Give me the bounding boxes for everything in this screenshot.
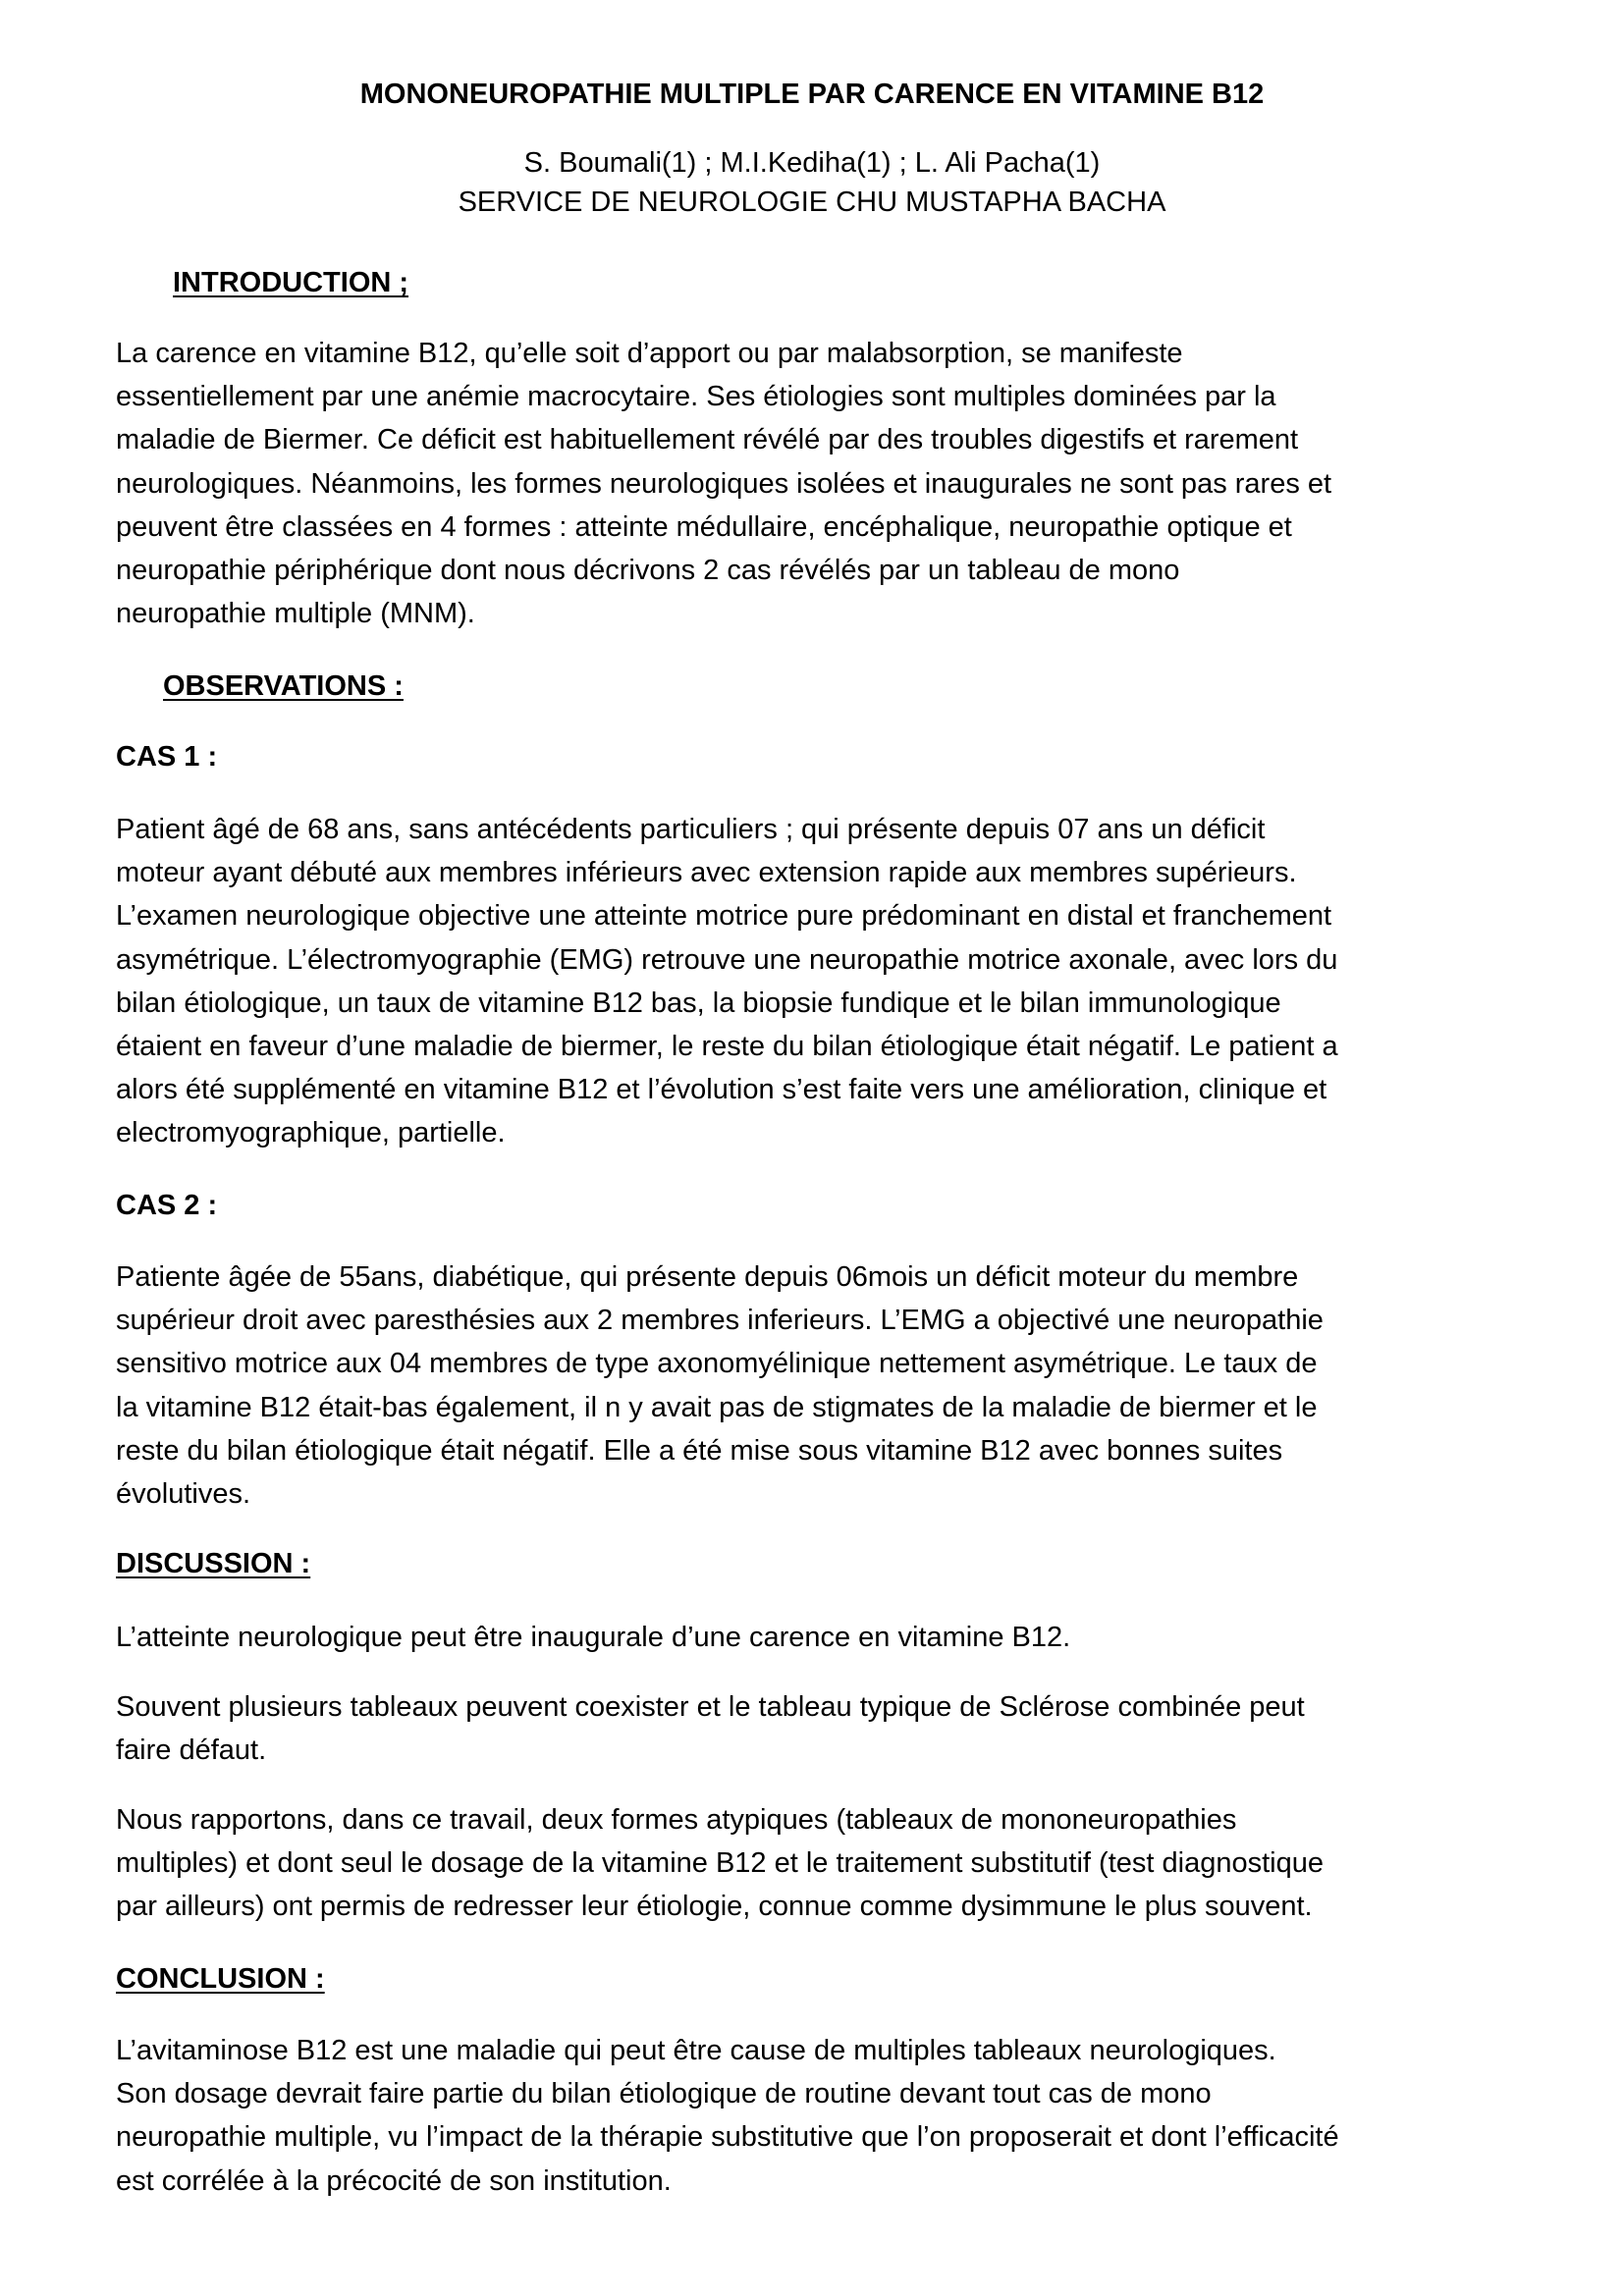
text-line: Son dosage devrait faire partie du bilan étiologique de routine devant tout cas de mono	[116, 2078, 1212, 2110]
text-line: évolutives.	[116, 1478, 251, 1511]
text-line: L’avitaminose B12 est une maladie qui peut être cause de multiples tableaux neurologiques.	[116, 2035, 1276, 2066]
text-line: par ailleurs) ont permis de redresser leur étiologie, connue comme dysimmune le plus souvent.	[116, 1891, 1313, 1923]
text-line: neuropathie multiple (MNM).	[116, 598, 475, 630]
text-line: L’atteinte neurologique peut être inaugurale d’une carence en vitamine B12.	[116, 1622, 1071, 1653]
text-line: Nous rapportons, dans ce travail, deux formes atypiques (tableaux de mononeuropathies	[116, 1804, 1237, 1836]
text-line: Souvent plusieurs tableaux peuvent coexister et le tableau typique de Sclérose combinée peut	[116, 1691, 1305, 1723]
text-line: essentiellement par une anémie macrocytaire. Ses étiologies sont multiples dominées par la	[116, 381, 1276, 413]
text-line: moteur ayant débuté aux membres inférieurs avec extension rapide aux membres supérieurs.	[116, 857, 1297, 889]
text-line: La carence en vitamine B12, qu’elle soit d’apport ou par malabsorption, se manifeste	[116, 338, 1183, 369]
conclusion-paragraph	[116, 2029, 1549, 2203]
observations-heading: OBSERVATIONS :	[163, 670, 404, 702]
discussion-paragraph-2	[116, 1685, 1549, 1772]
text-line: Patient âgé de 68 ans, sans antécédents particuliers ; qui présente depuis 07 ans un déficit	[116, 814, 1266, 845]
conclusion-heading: CONCLUSION :	[116, 1963, 325, 1995]
text-line: reste du bilan étiologique était négatif. Elle a été mise sous vitamine B12 avec bonnes suites	[116, 1434, 1283, 1467]
text-line: L’examen neurologique objective une atteinte motrice pure prédominant en distal et franchement	[116, 900, 1332, 933]
text-line: sensitivo motrice aux 04 membres de type axonomyélinique nettement asymétrique. Le taux de	[116, 1348, 1318, 1380]
discussion-paragraph-3	[116, 1798, 1549, 1929]
text-line: supérieur droit avec paresthésies aux 2 membres inferieurs. L’EMG a objectivé une neuropathie	[116, 1305, 1324, 1337]
text-line: neuropathie périphérique dont nous décrivons 2 cas révélés par un tableau de mono	[116, 555, 1180, 587]
discussion-paragraph-1	[116, 1616, 1549, 1659]
text-line: la vitamine B12 était-bas également, il n y avait pas de stigmates de la maladie de biermer et le	[116, 1391, 1318, 1423]
cas2-heading: CAS 2 :	[116, 1190, 218, 1221]
introduction-paragraph	[116, 332, 1549, 635]
text-line: maladie de Biermer. Ce déficit est habituellement révélé par des troubles digestifs et rarement	[116, 424, 1299, 456]
discussion-heading: DISCUSSION :	[116, 1548, 311, 1579]
text-line: multiples) et dont seul le dosage de la vitamine B12 et le traitement substitutif (test diagnostique	[116, 1847, 1324, 1880]
cas2-paragraph	[116, 1255, 1549, 1516]
text-line: electromyographique, partielle.	[116, 1117, 506, 1149]
introduction-heading: INTRODUCTION ;	[173, 267, 409, 298]
document-title: MONONEUROPATHIE MULTIPLE PAR CARENCE EN VITAMINE B12	[359, 79, 1265, 110]
text-line: Patiente âgée de 55ans, diabétique, qui présente depuis 06mois un déficit moteur du membre	[116, 1261, 1299, 1293]
text-line: peuvent être classées en 4 formes : atteinte médullaire, encéphalique, neuropathie optique et	[116, 510, 1292, 543]
author-list: S. Boumali(1) ; M.I.Kediha(1) ; L. Ali Pacha(1)	[523, 147, 1101, 179]
text-line: est corrélée à la précocité de son institution.	[116, 2164, 672, 2197]
affiliation: SERVICE DE NEUROLOGIE CHU MUSTAPHA BACHA	[458, 187, 1166, 218]
text-line: alors été supplémenté en vitamine B12 et l’évolution s’est faite vers une amélioration, clinique et	[116, 1074, 1327, 1106]
text-line: étaient en faveur d’une maladie de biermer, le reste du bilan étiologique était négatif. Le patient a	[116, 1031, 1338, 1063]
text-line: faire défaut.	[116, 1735, 267, 1767]
text-line: neurologiques. Néanmoins, les formes neurologiques isolées et inaugurales ne sont pas rares et	[116, 467, 1332, 500]
cas1-heading: CAS 1 :	[116, 741, 218, 773]
text-line: bilan étiologique, un taux de vitamine B12 bas, la biopsie fundique et le bilan immunologique	[116, 987, 1281, 1019]
text-line: neuropathie multiple, vu l’impact de la thérapie substitutive que l’on proposerait et dont l’efficacité	[116, 2121, 1339, 2154]
text-line: asymétrique. L’électromyographie (EMG) retrouve une neuropathie motrice axonale, avec lors du	[116, 943, 1338, 976]
cas1-paragraph	[116, 808, 1549, 1155]
